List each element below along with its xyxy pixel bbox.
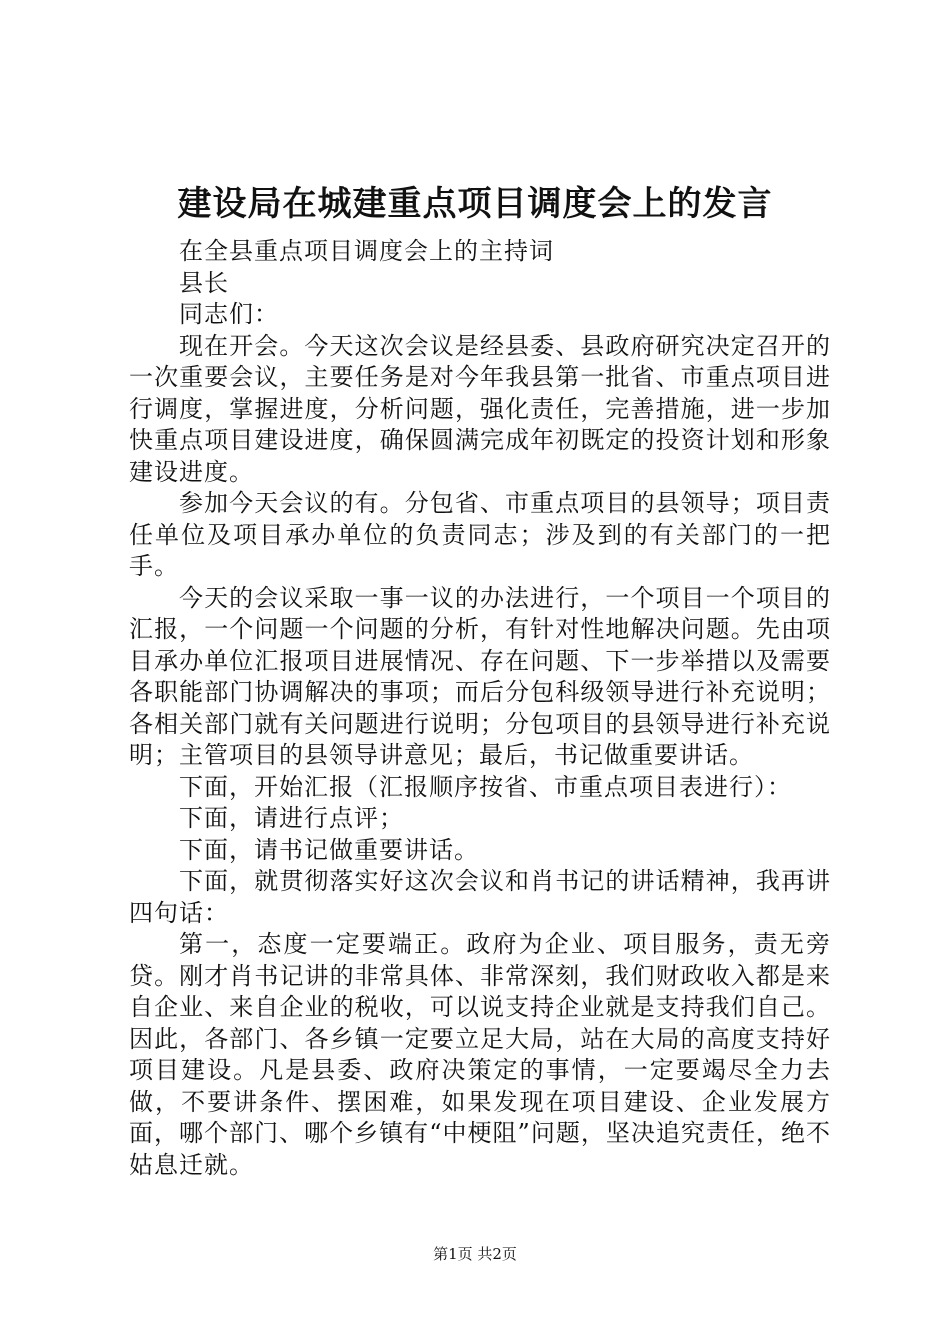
paragraph-report-start: 下面，开始汇报（汇报顺序按省、市重点项目表进行）： xyxy=(179,772,792,801)
document-title: 建设局在城建重点项目调度会上的发言 xyxy=(177,184,773,224)
paragraph-review: 下面，请进行点评； xyxy=(179,804,404,832)
paragraph-attendees: 参加今天会议的有。分包省、市重点项目的县领导；项目责任单位及项目承办单位的负责同志；涉及到的有关部门的一把手。 xyxy=(129,489,831,580)
paragraph-subtitle: 在全县重点项目调度会上的主持词 xyxy=(179,237,554,265)
paragraph-speaker: 县长 xyxy=(179,268,229,297)
page-number-footer: 第1页 共2页 xyxy=(433,1245,517,1263)
document-body xyxy=(129,236,831,1181)
paragraph-four-points: 下面，就贯彻落实好这次会议和肖书记的讲话精神，我再讲四句话： xyxy=(129,867,831,927)
paragraph-salutation: 同志们： xyxy=(179,300,279,328)
paragraph-point-one: 第一，态度一定要端正。政府为企业、项目服务，责无旁贷。刚才肖书记讲的非常具体、非常深刻，我们财政收入都是来自企业、来自企业的税收，可以说支持企业就是支持我们自己。因此，各部门、各乡镇一定要立足大局，站在大局的高度支持好项目建设。凡是县委、政府决策定的事情，一定要竭尽全力去做，不要讲条件、摆困难，如果发现在项目建设、企业发展方面，哪个部门、哪个乡镇有“中梗阻”问题，坚决追究责任，绝不姑息迁就。 xyxy=(129,930,831,1179)
paragraph-opening: 现在开会。今天这次会议是经县委、县政府研究决定召开的一次重要会议，主要任务是对今年我县第一批省、市重点项目进行调度，掌握进度，分析问题，强化责任，完善措施，进一步加快重点项目建设进度，确保圆满完成年初既定的投资计划和形象建设进度。 xyxy=(129,331,831,486)
paragraph-procedure: 今天的会议采取一事一议的办法进行，一个项目一个项目的汇报，一个问题一个问题的分析，有针对性地解决问题。先由项目承办单位汇报项目进展情况、存在问题、下一步举措以及需要各职能部门协调解决的事项；而后分包科级领导进行补充说明；各相关部门就有关问题进行说明；分包项目的县领导进行补充说明；主管项目的县领导讲意见；最后，书记做重要讲话。 xyxy=(129,583,831,769)
paragraph-secretary-speech: 下面，请书记做重要讲话。 xyxy=(179,835,479,864)
